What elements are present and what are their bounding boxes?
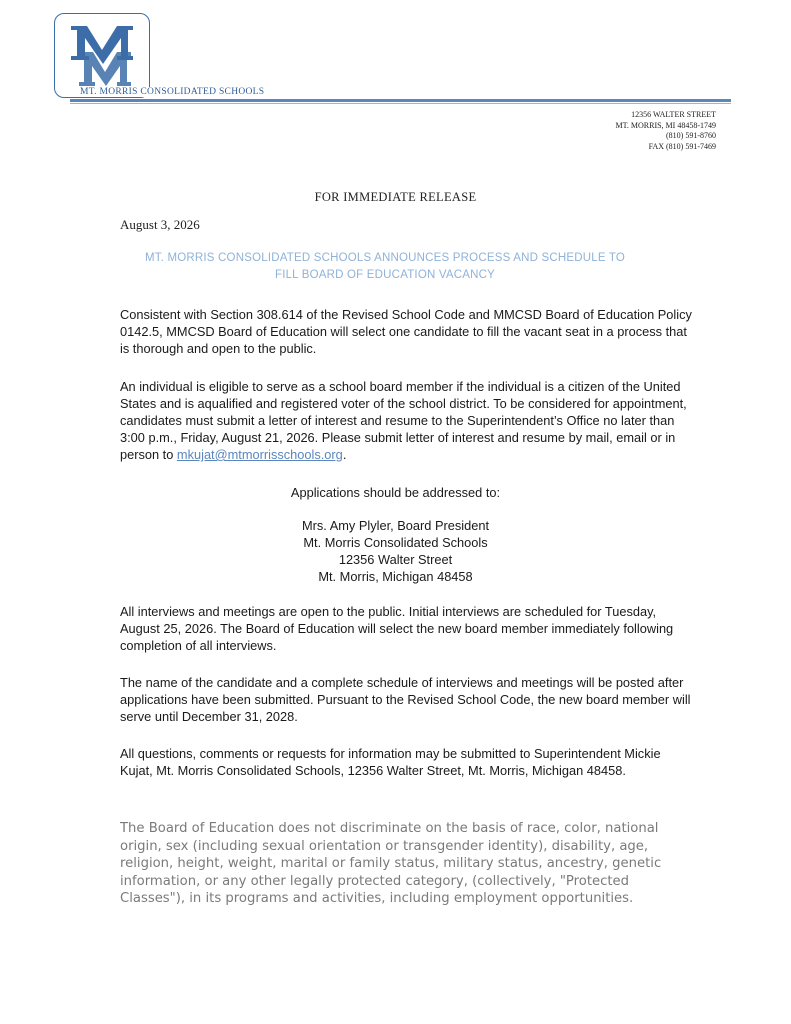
mailing-name: Mrs. Amy Plyler, Board President xyxy=(301,518,490,533)
paragraph-2 xyxy=(120,378,692,463)
release-label: FOR IMMEDIATE RELEASE xyxy=(314,190,477,204)
org-name: MT. MORRIS CONSOLIDATED SCHOOLS xyxy=(76,87,268,97)
nondiscrimination-statement: The Board of Education does not discriminate on the basis of race, color, national origin, sex (including sexual orientation or transgender identity), disability, age, religion, height, weight, marital or family status, military status, ancestry, genetic information, or any other legally protected category, (collectively, "Protected Classes"), in its programs and activities, including employment opportunities. xyxy=(120,821,662,906)
mailing-org: Mt. Morris Consolidated Schools xyxy=(303,535,488,550)
release-date: August 3, 2026 xyxy=(120,217,200,232)
address-fax: FAX (810) 591-7469 xyxy=(648,141,716,151)
paragraph-5: All questions, comments or requests for information may be submitted to Superintendent Mickie Kujat, Mt. Morris Consolidated Schools, 12356 Walter Street, Mt. Morris, Michigan 48458. xyxy=(120,746,661,778)
email-link[interactable]: mkujat@mtmorrisschools.org xyxy=(176,447,343,462)
mailing-city: Mt. Morris, Michigan 48458 xyxy=(318,569,473,584)
mailing-street: 12356 Walter Street xyxy=(338,552,453,567)
school-logo xyxy=(54,13,150,98)
headline-line-2: FILL BOARD OF EDUCATION VACANCY xyxy=(274,269,496,281)
letterhead-rule xyxy=(70,99,731,102)
address-city: MT. MORRIS, MI 48458-1749 xyxy=(615,120,716,130)
paragraph-4: The name of the candidate and a complete schedule of interviews and meetings will be posted after applications have been submitted. Pursuant to the Revised School Code, the new board member will serve until December 31, 2028. xyxy=(120,675,691,724)
paragraph-1: Consistent with Section 308.614 of the Revised School Code and MMCSD Board of Education Policy 0142.5, MMCSD Board of Education will select one candidate to fill the vacant seat in a process that is thorough and open to the public. xyxy=(120,307,692,356)
mailing-address xyxy=(0,517,791,585)
headline-line-1: MT. MORRIS CONSOLIDATED SCHOOLS ANNOUNCES PROCESS AND SCHEDULE TO xyxy=(144,252,626,264)
paragraph-2-end: . xyxy=(342,447,347,462)
address-phone: (810) 591-8760 xyxy=(666,131,716,140)
letterhead-rule-thin xyxy=(70,103,731,104)
headline xyxy=(110,250,660,284)
letterhead-address xyxy=(615,110,716,152)
mm-monogram-logo xyxy=(65,20,140,92)
applications-heading: Applications should be addressed to: xyxy=(290,485,501,500)
paragraph-2-text: An individual is eligible to serve as a school board member if the individual is a citizen of the United States and is aqualified and registered voter of the school district. To be considered for appointment, candidates must submit a letter of interest and resume to the Superintendent’s Office no later than 3:00 p.m., Friday, August 21, 2026. Please submit letter of interest and resume by mail, email or in person to xyxy=(120,379,687,462)
address-street: 12356 WALTER STREET xyxy=(631,110,716,119)
paragraph-3: All interviews and meetings are open to the public. Initial interviews are scheduled for Tuesday, August 25, 2026. The Board of Education will select the new board member immediately following completion of all interviews. xyxy=(120,604,674,653)
